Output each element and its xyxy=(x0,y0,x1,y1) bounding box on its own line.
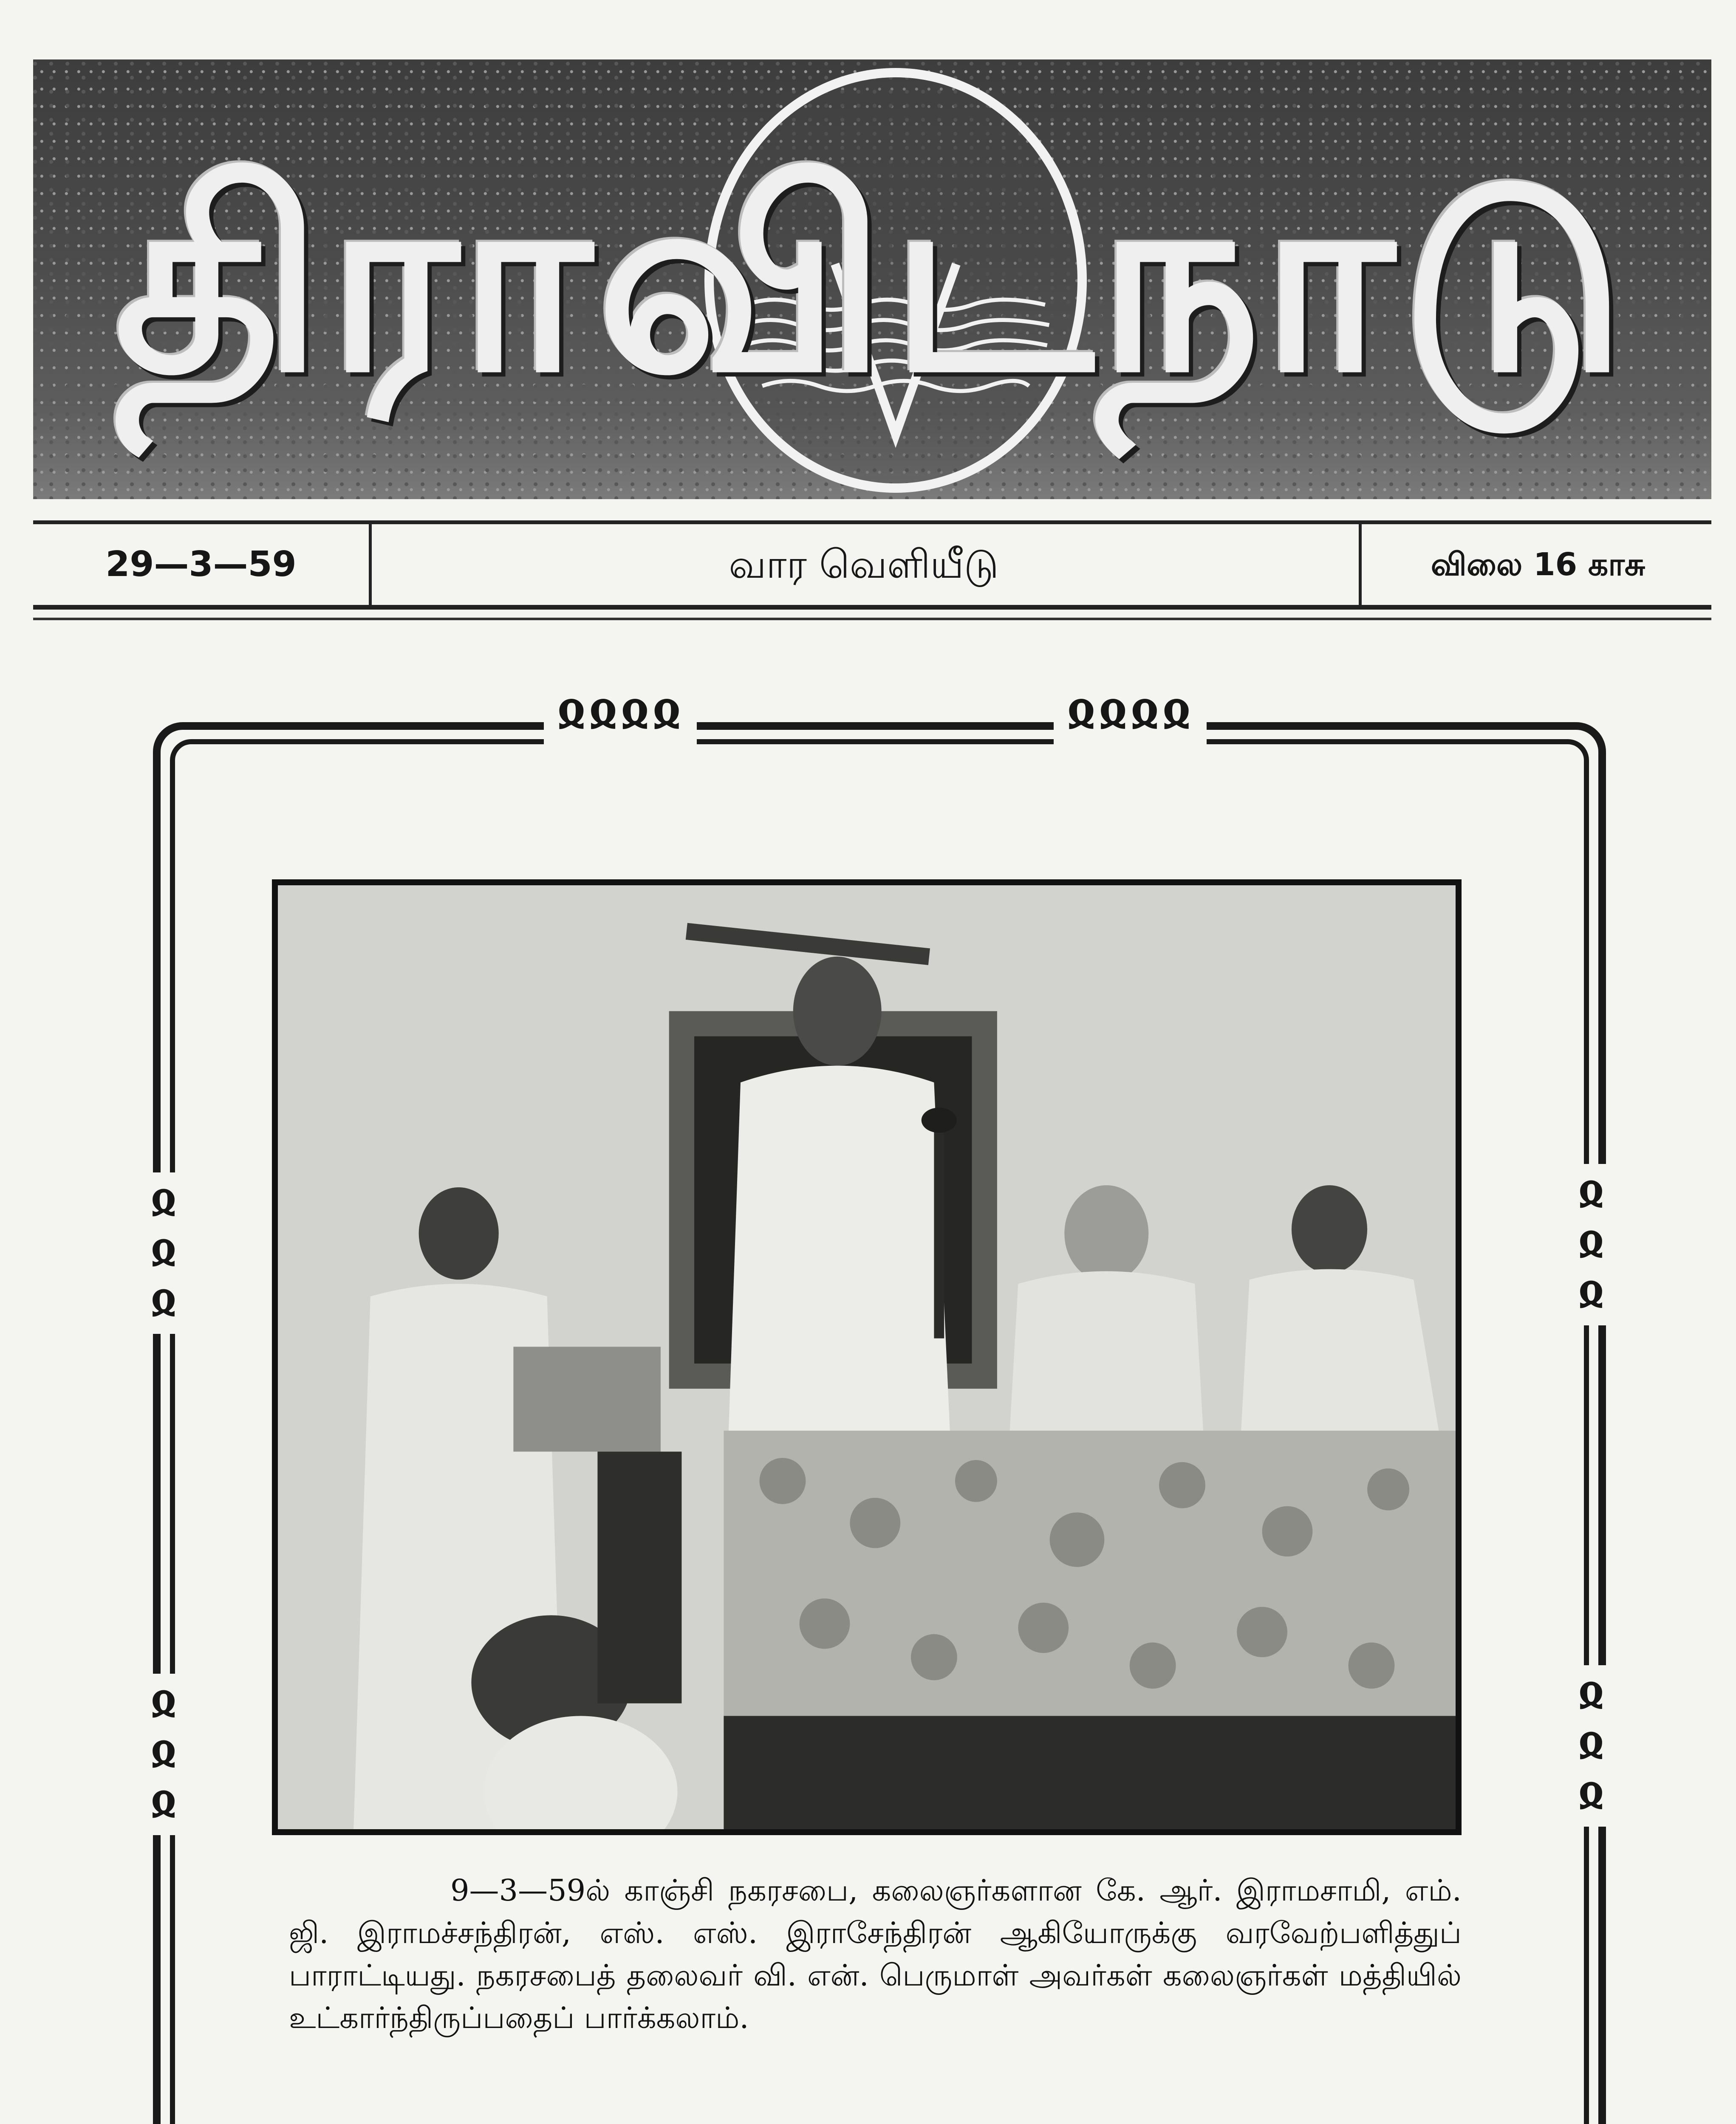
issue-strip xyxy=(33,520,1711,610)
ornament-left-lower: ჲ ჲ ჲ xyxy=(127,1674,200,1835)
photo-caption: 9—3—59ல் காஞ்சி நகரசபை, கலைஞர்களான கே. ஆர். இராமசாமி, எம். ஜி. இராமச்சந்திரன், எஸ். எஸ். இராசேந்திரன் ஆகியோருக்கு வரவேற்பளித்துப் பாராட்டியது. நகரசபைத் தலைவர் வி. என். பெருமாள் அவர்கள் கலைஞர்கள் மத்தியில் உட்கார்ந்திருப்பதைப் பார்க்கலாம். xyxy=(289,1873,1462,2035)
issue-date: 29—3—59 xyxy=(33,524,372,605)
edition-label: வார வெளியீடு xyxy=(729,542,999,587)
ornament-right-lower: ჲ ჲ ჲ xyxy=(1555,1665,1627,1827)
photograph-figures xyxy=(278,885,1456,1829)
ornament-top-right: ჲჲჲჲ xyxy=(1054,688,1207,777)
price-label: விலை 16 காசு xyxy=(1359,524,1714,605)
ornament-left-upper: ჲ ჲ ჲ xyxy=(127,1172,200,1334)
news-photograph xyxy=(272,879,1462,1835)
ornament-right-upper: ჲ ჲ ჲ xyxy=(1555,1164,1627,1325)
masthead-title: திராவிடநாடு xyxy=(114,132,1631,429)
masthead-banner xyxy=(33,59,1711,499)
ornament-top-left: ჲჲჲჲ xyxy=(544,688,697,777)
